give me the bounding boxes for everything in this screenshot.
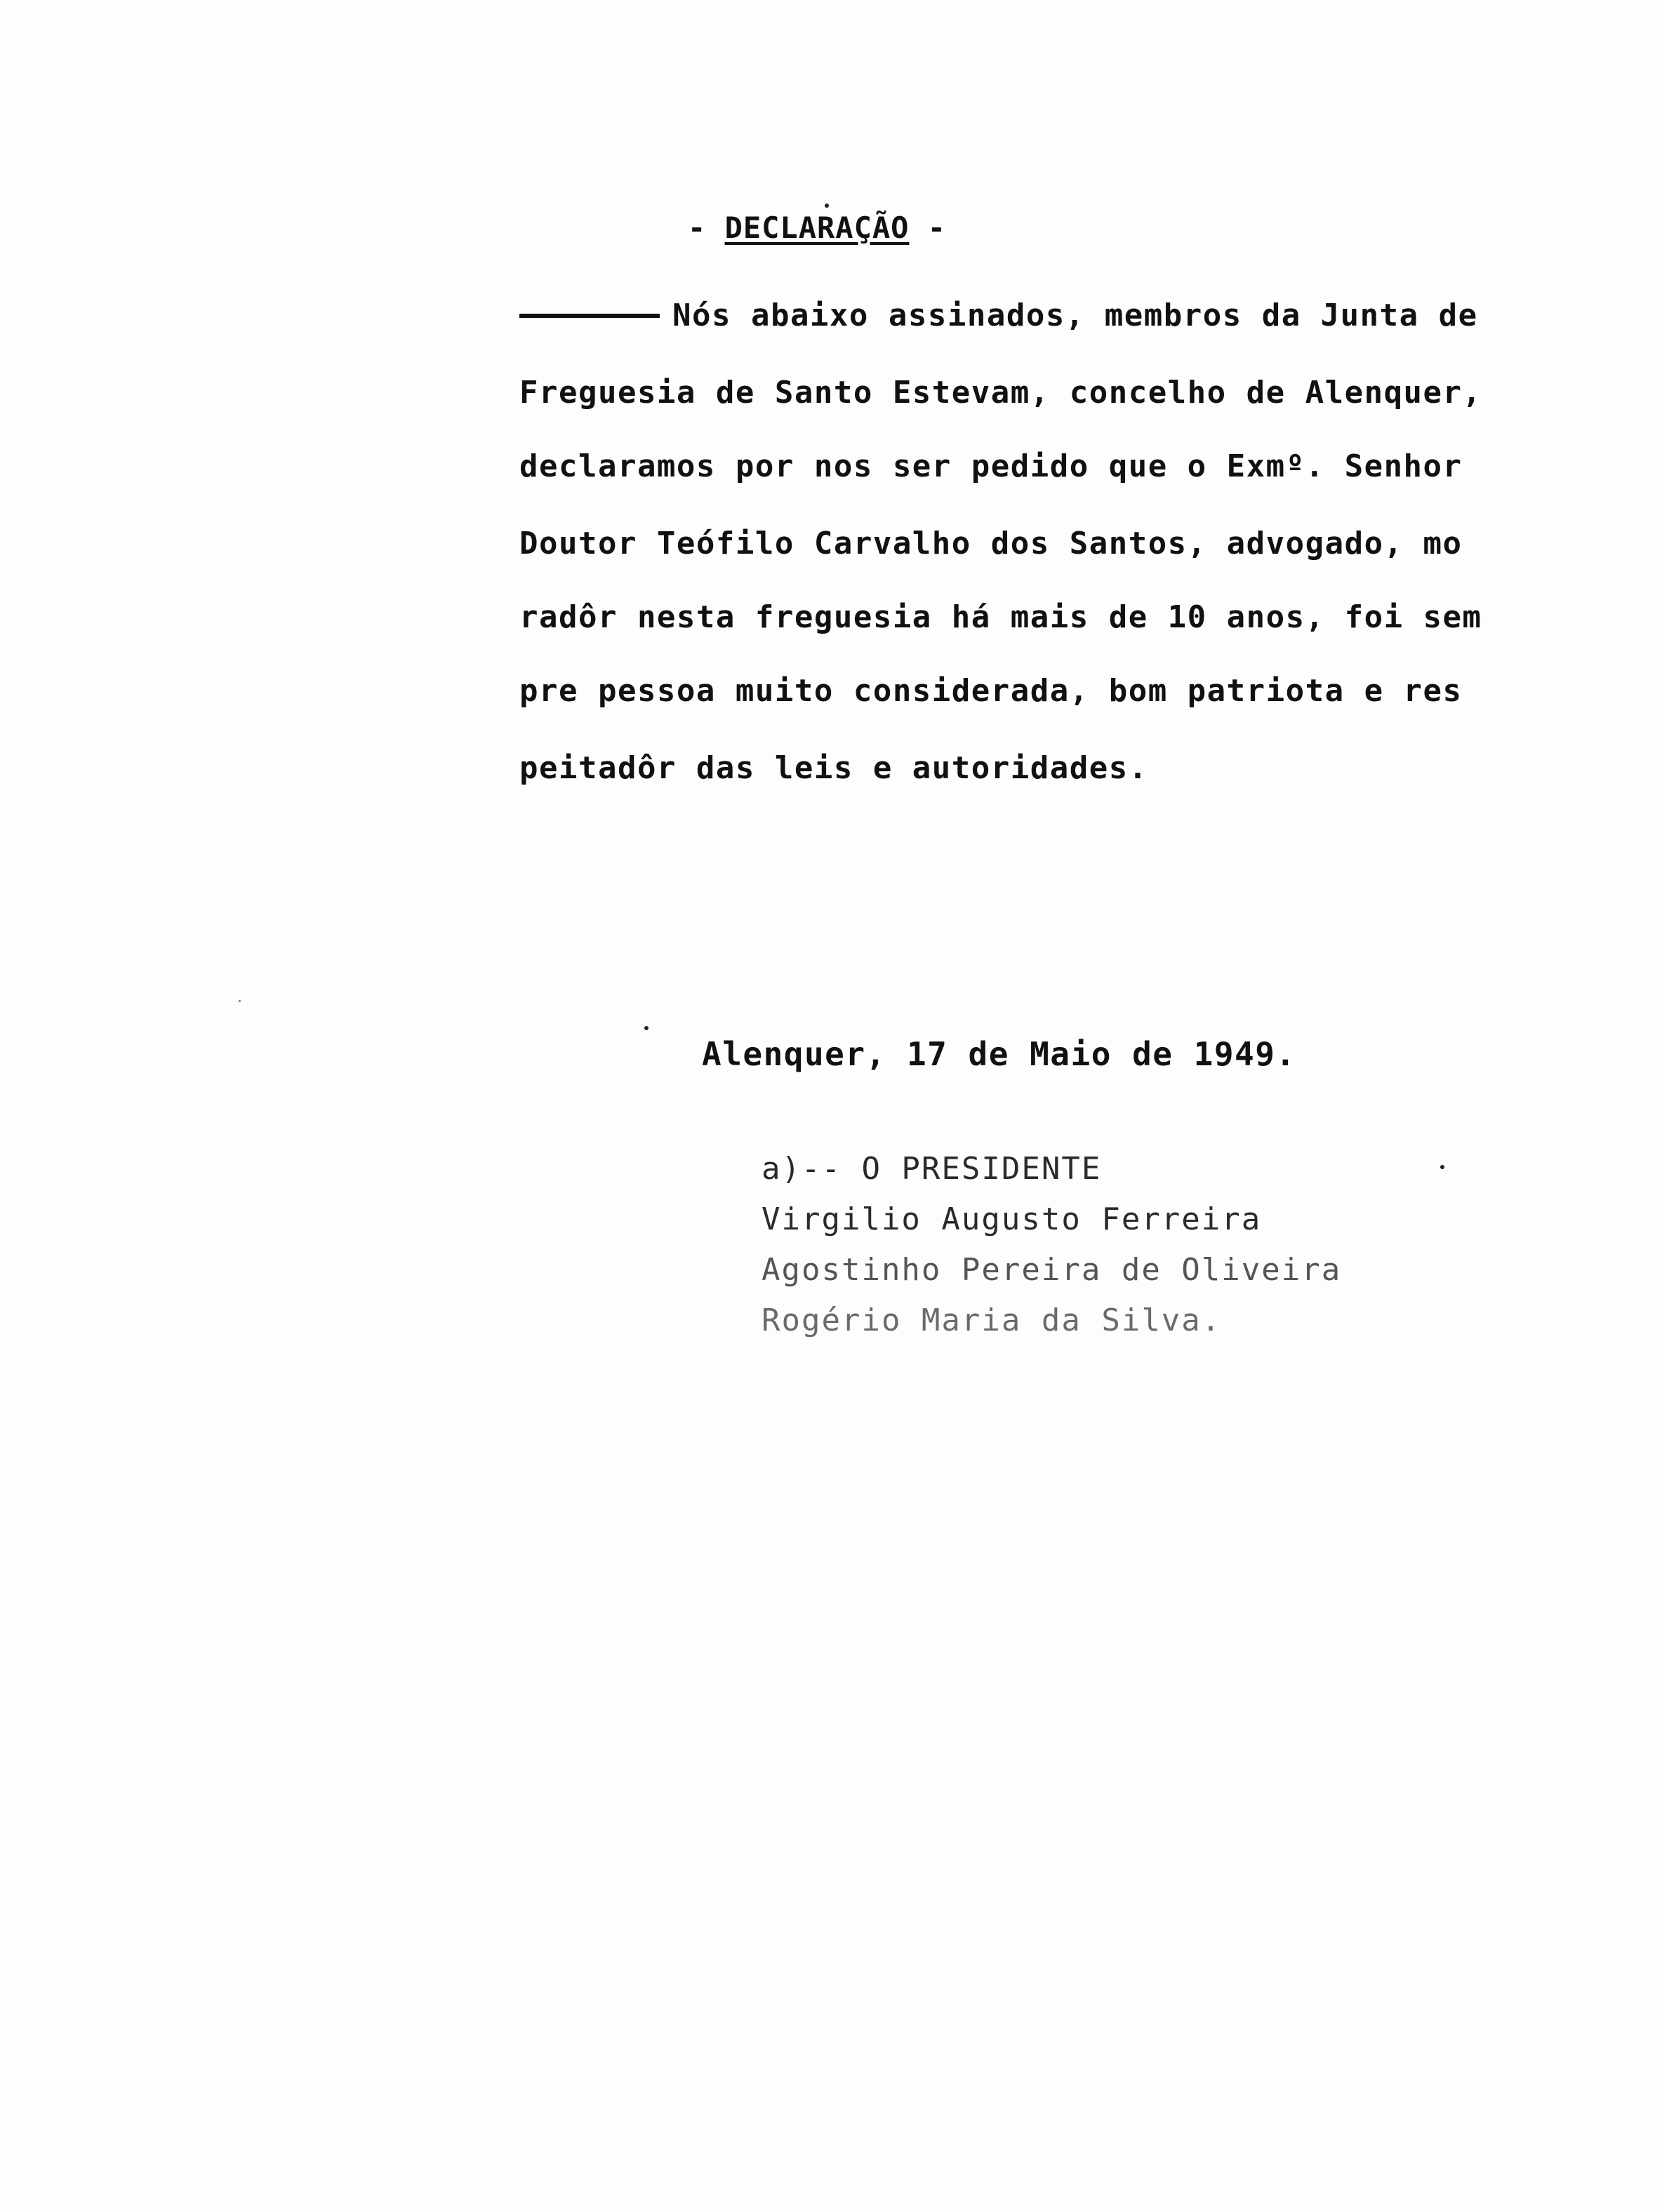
signature-name-1: Virgilio Augusto Ferreira bbox=[762, 1201, 1262, 1237]
body-line-4: Doutor Teófilo Carvalho dos Santos, advogado, mo bbox=[519, 526, 1463, 561]
body-line-1-text: Nós abaixo assinados, membros da Junta de bbox=[672, 298, 1478, 333]
signature-name-2: Agostinho Pereira de Oliveira bbox=[762, 1252, 1342, 1288]
title-prefix: - bbox=[688, 211, 725, 245]
body-line-3: declaramos por nos ser pedido que o Exmº. Senhor bbox=[519, 448, 1463, 484]
body-line-1 bbox=[519, 295, 1516, 337]
title-word: DECLARAÇÃO bbox=[724, 211, 910, 245]
ink-speck bbox=[825, 204, 829, 208]
date-line: Alenquer, 17 de Maio de 1949. bbox=[702, 1035, 1296, 1073]
signature-president: a)-- O PRESIDENTE bbox=[762, 1151, 1102, 1187]
ink-speck bbox=[644, 1026, 649, 1030]
body-line-7: peitadôr das leis e autoridades. bbox=[519, 750, 1148, 786]
signature-name-3: Rogério Maria da Silva. bbox=[762, 1302, 1222, 1338]
signature-block bbox=[762, 1144, 1341, 1346]
body-line-5: radôr nesta freguesia há mais de 10 anos, foi sem bbox=[519, 599, 1482, 635]
body-line-2: Freguesia de Santo Estevam, concelho de Alenquer, bbox=[519, 375, 1482, 411]
title-suffix: - bbox=[909, 211, 947, 245]
document-title bbox=[688, 211, 946, 245]
leading-rule bbox=[519, 314, 660, 318]
body-line-6: pre pessoa muito considerada, bom patriota e res bbox=[519, 673, 1463, 709]
ink-speck bbox=[1440, 1165, 1444, 1169]
ink-speck bbox=[239, 1000, 241, 1002]
